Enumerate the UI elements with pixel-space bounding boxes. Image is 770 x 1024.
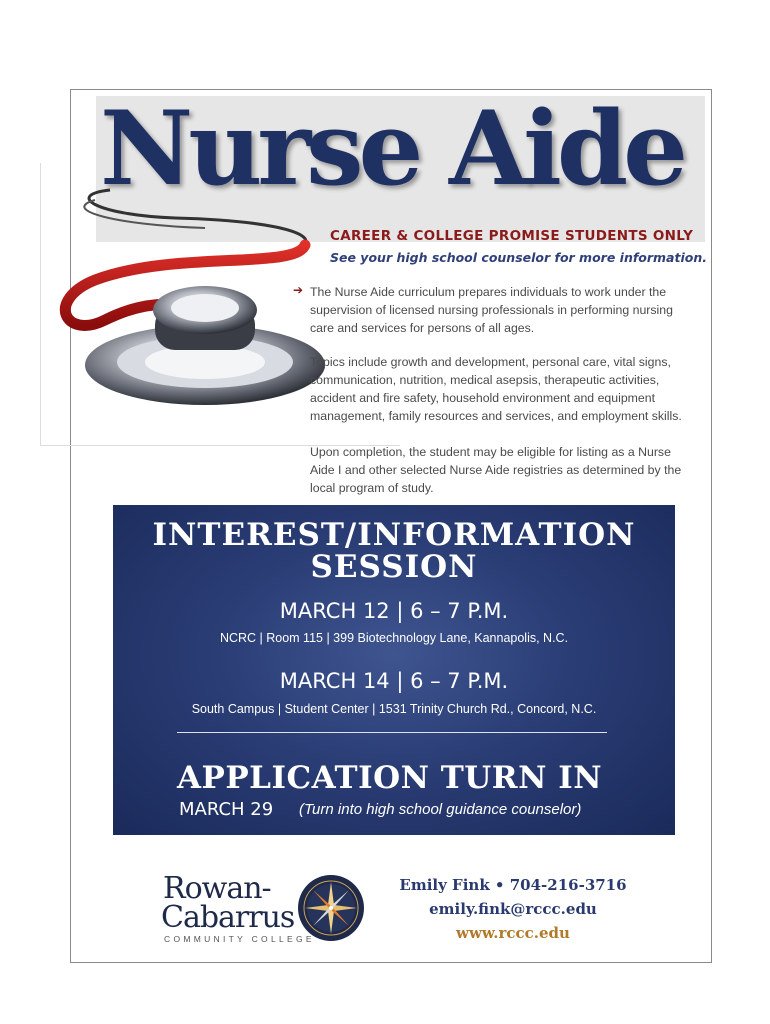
application-note: (Turn into high school guidance counselor) bbox=[299, 801, 582, 818]
session-date-2: MARCH 14 | 6 – 7 P.M. bbox=[279, 669, 509, 693]
session-panel bbox=[113, 505, 675, 835]
contact-email[interactable]: emily.fink@rccc.edu bbox=[429, 900, 597, 918]
divider bbox=[177, 732, 607, 733]
application-date: MARCH 29 bbox=[179, 799, 274, 820]
session-title-line1: INTEREST/INFORMATION bbox=[152, 517, 636, 553]
logo-line2: Cabarrus bbox=[161, 900, 295, 935]
description-paragraph: The Nurse Aide curriculum prepares individuals to work under the supervision of licensed nursing professionals in performing nursing care and services for persons of all ages. bbox=[310, 285, 673, 335]
logo-line1: Rowan- bbox=[163, 871, 271, 906]
contact-name-phone: Emily Fink • 704-216-3716 bbox=[399, 876, 627, 894]
page-title: Nurse Aide bbox=[100, 89, 684, 209]
session-location-2: South Campus | Student Center | 1531 Trinity Church Rd., Concord, N.C. bbox=[191, 702, 597, 716]
arrow-icon: ➔ bbox=[293, 283, 304, 297]
session-title bbox=[113, 519, 675, 583]
college-logo-subtitle: COMMUNITY COLLEGE bbox=[164, 934, 315, 944]
topics-paragraph: Topics include growth and development, personal care, vital signs, communication, nutrition, medical asepsis, therapeutic activities, accident and fire safety, household environment and equipment management, family resources and services, and employment skills. bbox=[310, 355, 682, 423]
compass-seal-icon bbox=[297, 874, 365, 942]
website-link[interactable]: www.rccc.edu bbox=[456, 924, 570, 942]
session-date-1: MARCH 12 | 6 – 7 P.M. bbox=[279, 599, 509, 623]
application-title: APPLICATION TURN IN bbox=[177, 760, 603, 796]
counselor-notice: See your high school counselor for more information. bbox=[330, 250, 707, 265]
session-location-1: NCRC | Room 115 | 399 Biotechnology Lane, Kannapolis, N.C. bbox=[219, 631, 569, 645]
promise-notice: CAREER & COLLEGE PROMISE STUDENTS ONLY bbox=[330, 228, 694, 244]
session-title-line2: SESSION bbox=[310, 549, 478, 585]
college-logo-name bbox=[161, 871, 295, 935]
completion-paragraph: Upon completion, the student may be eligible for listing as a Nurse Aide I and other selected Nurse Aide registries as determined by the local program of study. bbox=[310, 445, 682, 495]
